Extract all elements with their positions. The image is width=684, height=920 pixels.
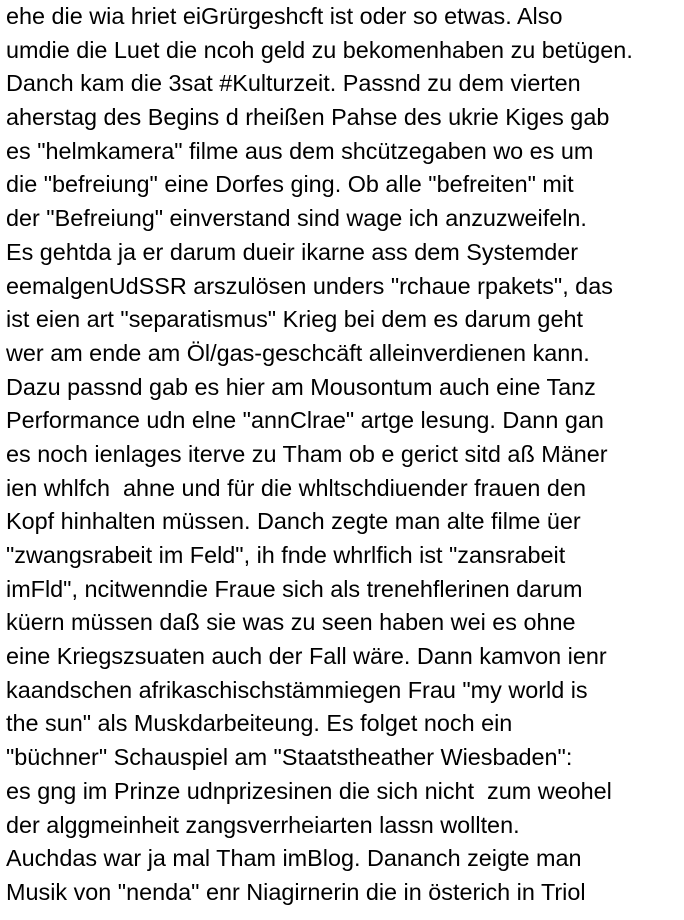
text-line-20: eine Kriegszsuaten auch der Fall wäre. Dann kamvon ienr bbox=[6, 643, 607, 670]
text-line-9: eemalgenUdSSR arszulösen unders "rchaue rpakets", das bbox=[6, 272, 613, 299]
document-text-body bbox=[6, 0, 682, 920]
text-line-21: kaandschen afrikaschischstämmiegen Frau "my world is bbox=[6, 676, 588, 703]
text-line-15: ien whlfch ahne und für die whltschdiuender frauen den bbox=[6, 474, 586, 501]
text-line-23: "büchner" Schauspiel am "Staatstheather Wiesbaden": bbox=[6, 744, 573, 771]
text-line-19: küern müssen daß sie was zu seen haben wei es ohne bbox=[6, 609, 576, 636]
text-line-4: aherstag des Begins d rheißen Pahse des ukrie Kiges gab bbox=[6, 104, 610, 131]
text-line-7: der "Befreiung" einverstand sind wage ich anzuzweifeln. bbox=[6, 205, 587, 232]
text-line-5: es "helmkamera" filme aus dem shcützegaben wo es um bbox=[6, 137, 594, 164]
text-line-10: ist eien art "separatismus" Krieg bei dem es darum geht bbox=[6, 306, 583, 333]
text-line-16: Kopf hinhalten müssen. Danch zegte man alte filme üer bbox=[6, 508, 581, 535]
text-line-27: Musik von "nenda" enr Niagirnerin die in österich in Triol bbox=[6, 878, 586, 905]
text-line-1: ehe die wia hriet eiGrürgeshcft ist oder so etwas. Also bbox=[6, 3, 563, 29]
text-line-24: es gng im Prinze udnprizesinen die sich nicht zum weohel bbox=[6, 777, 612, 804]
text-line-12: Dazu passnd gab es hier am Mousontum auch eine Tanz bbox=[6, 373, 596, 400]
text-line-26: Auchdas war ja mal Tham imBlog. Dananch zeigte man bbox=[6, 845, 582, 872]
text-line-11: wer am ende am Öl/gas-geschcäft alleinverdienen kann. bbox=[6, 339, 590, 366]
text-line-8: Es gehtda ja er darum dueir ikarne ass dem Systemder bbox=[6, 238, 579, 265]
text-line-25: der alggmeinheit zangsverrheiarten lassn wollten. bbox=[6, 811, 520, 838]
text-line-17: "zwangsrabeit im Feld", ih fnde whrlfich ist "zansrabeit bbox=[6, 542, 566, 568]
text-line-2: umdie die Luet die ncoh geld zu bekomenhaben zu betügen. bbox=[6, 36, 633, 63]
text-line-3: Danch kam die 3sat #Kulturzeit. Passnd zu dem vierten bbox=[6, 70, 581, 97]
text-line-22: the sun" als Muskdarbeiteung. Es folget noch ein bbox=[6, 710, 513, 737]
text-line-14: es noch ienlages iterve zu Tham ob e gerict sitd aß Mäner bbox=[6, 440, 608, 467]
text-line-6: die "befreiung" eine Dorfes ging. Ob alle "befreiten" mit bbox=[6, 171, 574, 198]
text-line-18: imFld", ncitwenndie Fraue sich als trenehflerinen darum bbox=[6, 575, 583, 602]
text-line-13: Performance udn elne "annClrae" artge lesung. Dann gan bbox=[6, 407, 604, 434]
